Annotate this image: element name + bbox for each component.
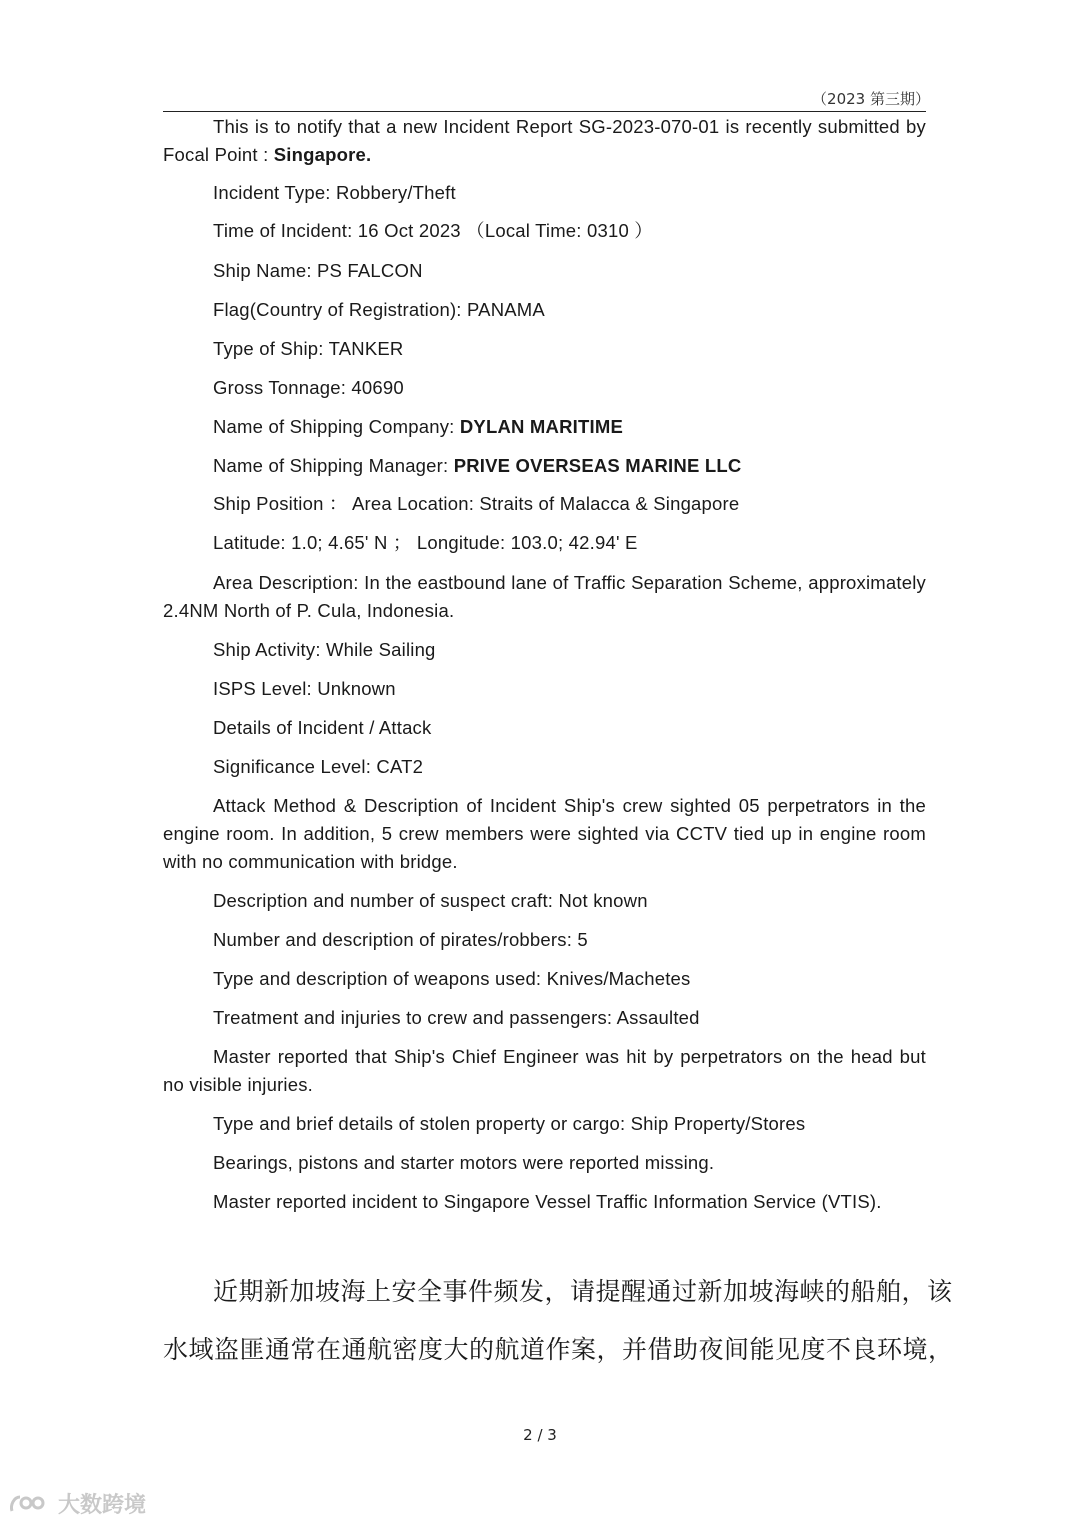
stolen-property: Type and brief details of stolen property or cargo: Ship Property/Stores	[213, 1113, 806, 1134]
issue-label: （2023 第三期）	[812, 90, 930, 108]
advisory-line-2: 水域盗匪通常在通航密度大的航道作案，并借助夜间能见度不良环境，	[163, 1335, 954, 1364]
suspect-craft: Description and number of suspect craft: Not known	[213, 890, 648, 911]
manager-value: PRIVE OVERSEAS MARINE LLC	[453, 455, 742, 476]
focal-point: Singapore.	[273, 144, 372, 165]
incident-type: Incident Type: Robbery/Theft	[213, 182, 456, 203]
ship-type: Type of Ship: TANKER	[213, 338, 404, 359]
vtis-report: Master reported incident to Singapore Vessel Traffic Information Service (VTIS).	[213, 1191, 882, 1212]
master-injury-report: Master reported that Ship's Chief Engineer was hit by perpetrators on the head but no visible injuries.	[163, 1046, 926, 1095]
gross-tonnage: Gross Tonnage: 40690	[213, 377, 404, 398]
manager-label: Name of Shipping Manager:	[213, 455, 454, 476]
ship-name: Ship Name: PS FALCON	[213, 260, 423, 281]
watermark-logo-icon	[8, 1491, 52, 1517]
pirates-count: Number and description of pirates/robbers: 5	[213, 929, 588, 950]
advisory-line-1: 近期新加坡海上安全事件频发，请提醒通过新加坡海峡的船舶，该	[213, 1277, 953, 1306]
header-rule	[163, 111, 926, 112]
company-value: DYLAN MARITIME	[459, 416, 623, 437]
details-heading: Details of Incident / Attack	[213, 717, 432, 738]
watermark-text: 大数跨境	[58, 1493, 147, 1518]
page-number: 2 / 3	[523, 1426, 557, 1444]
missing-items: Bearings, pistons and starter motors were reported missing.	[213, 1152, 715, 1173]
significance-level: Significance Level: CAT2	[213, 756, 424, 777]
lat-lon: Latitude: 1.0; 4.65' N ； Longitude: 103.0; 42.94' E	[213, 532, 638, 553]
flag: Flag(Country of Registration): PANAMA	[213, 299, 545, 320]
watermark	[8, 1488, 146, 1519]
crew-treatment: Treatment and injuries to crew and passengers: Assaulted	[213, 1007, 700, 1028]
attack-method: Attack Method & Description of Incident Ship's crew sighted 05 perpetrators in the engine room. In addition, 5 crew members were sighted via CCTV tied up in engine room with no communication with bridge.	[163, 795, 926, 872]
company-label: Name of Shipping Company:	[213, 416, 460, 437]
time-of-incident: Time of Incident: 16 Oct 2023 （Local Time: 0310 ）	[213, 220, 653, 241]
area-description: Area Description: In the eastbound lane of Traffic Separation Scheme, approximately 2.4NM North of P. Cula, Indonesia.	[163, 572, 926, 621]
incident-report	[163, 113, 926, 1216]
ship-activity: Ship Activity: While Sailing	[213, 639, 436, 660]
isps-level: ISPS Level: Unknown	[213, 678, 396, 699]
weapons-used: Type and description of weapons used: Knives/Machetes	[213, 968, 691, 989]
shipping-manager	[163, 452, 926, 480]
shipping-company	[163, 413, 926, 441]
intro-paragraph	[163, 113, 926, 169]
intro-text: This is to notify that a new Incident Report SG-2023-070-01 is recently submitted by Focal Point :	[163, 116, 926, 165]
ship-position: Ship Position ： Area Location: Straits of Malacca & Singapore	[213, 493, 740, 514]
